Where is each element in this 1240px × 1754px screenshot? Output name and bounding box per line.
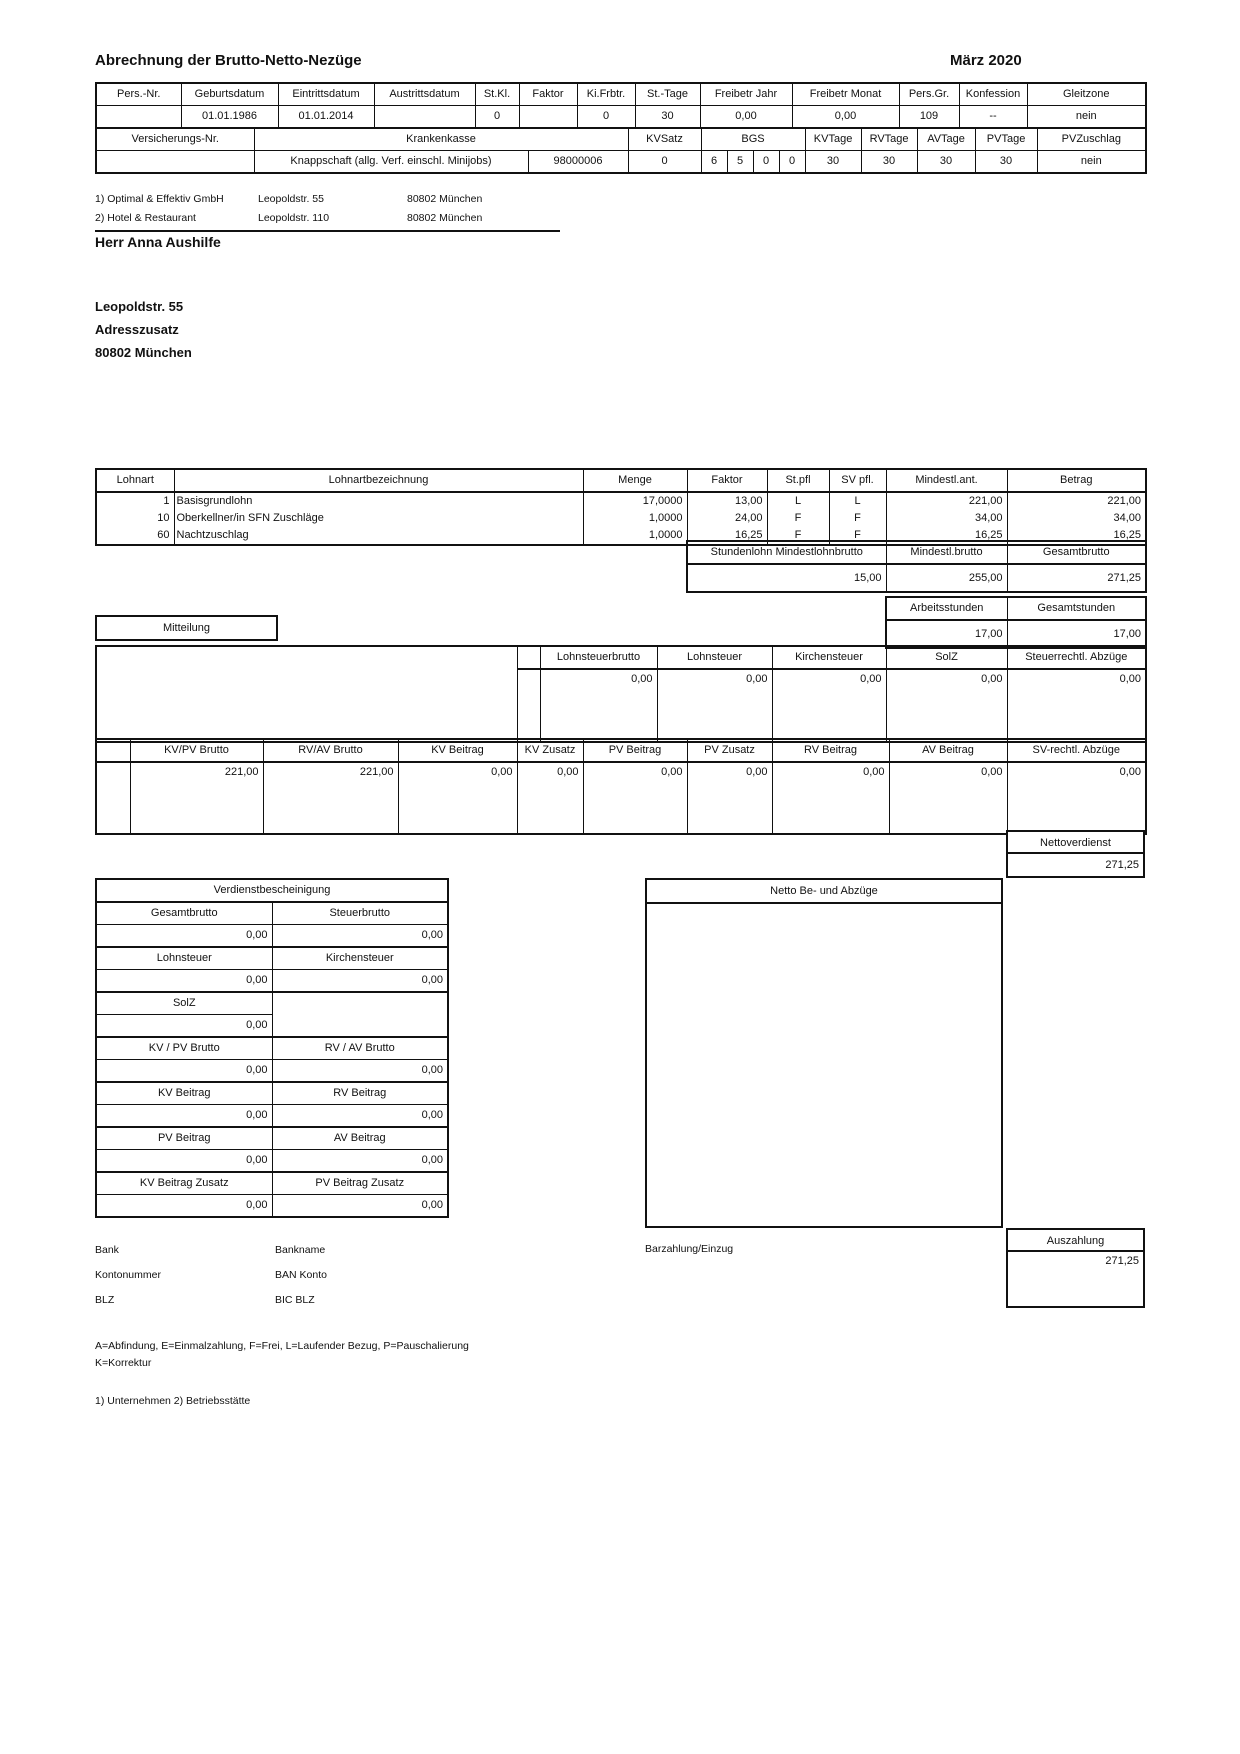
- wage-betrag-cell: [1007, 492, 1146, 545]
- barzahlung-label: Barzahlung/Einzug: [645, 1243, 734, 1255]
- val-kvtage: 30: [805, 151, 861, 174]
- val-kv-beitrag-zusatz: 0,00: [96, 1195, 272, 1218]
- wage-faktor: 16,25: [734, 529, 763, 541]
- sv-table: [95, 738, 1147, 835]
- val-pvtage: 30: [975, 151, 1037, 174]
- sv-header-row: [96, 739, 1146, 762]
- col-krankenkasse: Krankenkasse: [254, 128, 628, 151]
- col-kv-zusatz: KV Zusatz: [517, 739, 583, 762]
- val-pv-beitrag: 0,00: [96, 1150, 272, 1173]
- period-label: März 2020: [950, 52, 1022, 69]
- wage-mindest: 16,25: [974, 529, 1003, 541]
- val-gesamtbrutto: 271,25: [1007, 564, 1146, 592]
- personal-value-row: [96, 106, 1146, 129]
- recipient-address: [95, 295, 192, 364]
- bank-row: [95, 1238, 327, 1263]
- wage-faktor: 24,00: [734, 512, 763, 524]
- certificate-title: Verdienstbescheinigung: [96, 879, 448, 902]
- col-persgr: Pers.Gr.: [899, 83, 959, 106]
- val-av-beitrag: 0,00: [889, 762, 1007, 834]
- bic-blz-label: BIC BLZ: [275, 1294, 315, 1306]
- minwage-table: [686, 540, 1147, 593]
- insurance-header-row: [96, 128, 1146, 151]
- recipient-city: 80802 München: [95, 345, 192, 360]
- val-kirchensteuer: 0,00: [772, 669, 886, 742]
- bankname-label: Bankname: [275, 1244, 326, 1256]
- cert-value-row: [96, 970, 448, 993]
- val-rvtage: 30: [861, 151, 917, 174]
- col-kvtage: KVTage: [805, 128, 861, 151]
- col-pvtage: PVTage: [975, 128, 1037, 151]
- val-gesamtbrutto: 0,00: [96, 925, 272, 948]
- wage-stpfl: F: [794, 512, 802, 524]
- cert-header-row: [96, 902, 448, 925]
- val-sttage: 30: [635, 106, 700, 129]
- cert-header-row: [96, 947, 448, 970]
- sv-spacer-col: [96, 739, 130, 762]
- tax-note-area: [96, 646, 517, 742]
- col-arbeitsstunden: Arbeitsstunden: [886, 597, 1007, 620]
- wage-stpfl-cell: [767, 492, 829, 545]
- col-rv-beitrag: RV Beitrag: [272, 1082, 448, 1105]
- wage-menge: 1,0000: [648, 529, 683, 541]
- employer-name: 1) Optimal & Effektiv GmbH: [95, 193, 224, 205]
- col-lohnsteuer: Lohnsteuer: [657, 646, 772, 669]
- val-avtage: 30: [917, 151, 975, 174]
- val-pv-beitrag: 0,00: [583, 762, 687, 834]
- col-kv-pv-brutto: KV / PV Brutto: [96, 1037, 272, 1060]
- val-steuerrechtl-abzuege: 0,00: [1007, 669, 1146, 742]
- val-arbeitsstunden: 17,00: [886, 620, 1007, 648]
- val-solz: 0,00: [96, 1015, 272, 1038]
- wage-svpfl: F: [854, 529, 861, 541]
- val-sv-rechtl-abzuege: 0,00: [1007, 762, 1146, 834]
- employer-line-1: [95, 190, 560, 209]
- wage-body-row: [96, 492, 1146, 545]
- val-persgr: 109: [899, 106, 959, 129]
- nettoverdienst-value: 271,25: [1006, 852, 1145, 878]
- wage-svpfl-cell: [829, 492, 886, 545]
- ban-konto-label: BAN Konto: [275, 1269, 327, 1281]
- personal-data-table: [95, 82, 1147, 129]
- legend-line-2: K=Korrektur: [95, 1357, 152, 1369]
- wage-name-cell: [174, 492, 583, 545]
- wage-mindest-cell: [886, 492, 1007, 545]
- val-pers-nr: [96, 106, 181, 129]
- col-lohnsteuerbrutto: Lohnsteuerbrutto: [540, 646, 657, 669]
- col-rv-beitrag: RV Beitrag: [772, 739, 889, 762]
- val-eintrittsdatum: 01.01.2014: [278, 106, 374, 129]
- val-kv-pv-brutto: 0,00: [96, 1060, 272, 1083]
- val-faktor: [519, 106, 577, 129]
- col-pv-beitrag-zusatz: PV Beitrag Zusatz: [272, 1172, 448, 1195]
- tax-header-row: [96, 646, 1146, 669]
- wage-mindest: 221,00: [968, 495, 1003, 507]
- wage-betrag: 16,25: [1113, 529, 1141, 541]
- bank-block: [95, 1238, 327, 1313]
- wage-nr: 10: [157, 512, 170, 524]
- col-gesamtbrutto: Gesamtbrutto: [1007, 541, 1146, 564]
- netto-adjustments-box: [645, 878, 1003, 1228]
- cert-header-row: [96, 992, 448, 1015]
- val-geburtsdatum: 01.01.1986: [181, 106, 278, 129]
- val-lohnsteuer: 0,00: [657, 669, 772, 742]
- col-faktor: Faktor: [687, 469, 767, 492]
- col-sttage: St.-Tage: [635, 83, 700, 106]
- legend-line-1: A=Abfindung, E=Einmalzahlung, F=Frei, L=Laufender Bezug, P=Pauschalierung: [95, 1340, 469, 1352]
- wage-nr-cell: [96, 492, 174, 545]
- bank-row: [95, 1263, 327, 1288]
- col-lohnartbezeichnung: Lohnartbezeichnung: [174, 469, 583, 492]
- col-kirchensteuer: Kirchensteuer: [772, 646, 886, 669]
- wage-name: Nachtzuschlag: [176, 529, 249, 541]
- wage-svpfl: F: [854, 512, 861, 524]
- minwage-header-row: [687, 541, 1146, 564]
- wage-items-table: [95, 468, 1147, 546]
- minwage-value-row: [687, 564, 1146, 592]
- col-stundenlohn-mindestlohnbrutto: Stundenlohn Mindestlohnbrutto: [687, 541, 886, 564]
- auszahlung-header: Auszahlung: [1006, 1228, 1145, 1252]
- col-steuerrechtl-abzuege: Steuerrechtl. Abzüge: [1007, 646, 1146, 669]
- col-svpfl: SV pfl.: [829, 469, 886, 492]
- val-pvzuschlag: nein: [1037, 151, 1146, 174]
- wage-stpfl: F: [794, 529, 802, 541]
- val-kvsatz: 0: [628, 151, 701, 174]
- col-gesamtbrutto: Gesamtbrutto: [96, 902, 272, 925]
- employer-line-2: [95, 209, 560, 228]
- val-rv-av-brutto: 221,00: [263, 762, 398, 834]
- recipient-name: Herr Anna Aushilfe: [95, 234, 221, 250]
- cert-header-row: [96, 1127, 448, 1150]
- val-kv-beitrag: 0,00: [398, 762, 517, 834]
- col-mindestlant: Mindestl.ant.: [886, 469, 1007, 492]
- hours-header-row: [886, 597, 1146, 620]
- col-kv-pv-brutto: KV/PV Brutto: [130, 739, 263, 762]
- tax-spacer-col: [517, 646, 540, 669]
- nettoverdienst-header: Nettoverdienst: [1006, 830, 1145, 854]
- col-rv-av-brutto: RV / AV Brutto: [272, 1037, 448, 1060]
- wage-nr: 1: [163, 495, 170, 507]
- employer-block: [95, 190, 560, 232]
- col-steuerbrutto: Steuerbrutto: [272, 902, 448, 925]
- netto-adjustments-title: Netto Be- und Abzüge: [647, 880, 1001, 904]
- val-kifrbtr: 0: [577, 106, 635, 129]
- wage-mindest: 34,00: [974, 512, 1003, 524]
- val-lohnsteuer: 0,00: [96, 970, 272, 993]
- employer-street: Leopoldstr. 55: [258, 193, 324, 205]
- val-gleitzone: nein: [1027, 106, 1146, 129]
- col-freibetr-monat: Freibetr Monat: [792, 83, 899, 106]
- val-austrittsdatum: [374, 106, 475, 129]
- auszahlung-value: 271,25: [1105, 1255, 1139, 1267]
- cert-header-row: [96, 1082, 448, 1105]
- col-solz: SolZ: [886, 646, 1007, 669]
- col-pers-nr: Pers.-Nr.: [96, 83, 181, 106]
- wage-betrag: 221,00: [1107, 495, 1141, 507]
- val-versicherungs-nr: [96, 151, 254, 174]
- val-krankenkasse-name: Knappschaft (allg. Verf. einschl. Minijobs): [254, 151, 528, 174]
- val-bgs-4: 0: [779, 151, 805, 174]
- col-kv-beitrag: KV Beitrag: [96, 1082, 272, 1105]
- legend-block: [95, 1338, 469, 1372]
- wage-stpfl: L: [794, 495, 802, 507]
- col-pvzuschlag: PVZuschlag: [1037, 128, 1146, 151]
- col-kvsatz: KVSatz: [628, 128, 701, 151]
- recipient-address-extra: Adresszusatz: [95, 322, 179, 337]
- val-konfession: --: [959, 106, 1027, 129]
- mitteilung-box: Mitteilung: [95, 615, 278, 641]
- col-menge: Menge: [583, 469, 687, 492]
- sv-value-row: [96, 762, 1146, 834]
- bank-row: [95, 1288, 327, 1313]
- val-pv-zusatz: 0,00: [687, 762, 772, 834]
- col-versicherungs-nr: Versicherungs-Nr.: [96, 128, 254, 151]
- wage-nr: 60: [157, 529, 170, 541]
- hours-value-row: [886, 620, 1146, 648]
- col-gleitzone: Gleitzone: [1027, 83, 1146, 106]
- col-konfession: Konfession: [959, 83, 1027, 106]
- cert-value-row: [96, 1195, 448, 1218]
- bank-label: Bank: [95, 1244, 119, 1256]
- col-av-beitrag: AV Beitrag: [889, 739, 1007, 762]
- col-sv-rechtl-abzuege: SV-rechtl. Abzüge: [1007, 739, 1146, 762]
- col-rv-av-brutto: RV/AV Brutto: [263, 739, 398, 762]
- col-stpfl: St.pfl: [767, 469, 829, 492]
- col-pv-zusatz: PV Zusatz: [687, 739, 772, 762]
- employer-street: Leopoldstr. 110: [258, 212, 330, 224]
- tax-spacer-cell: [517, 669, 540, 742]
- col-lohnsteuer: Lohnsteuer: [96, 947, 272, 970]
- col-solz: SolZ: [96, 992, 272, 1015]
- employer-city: 80802 München: [407, 212, 483, 224]
- col-bgs: BGS: [701, 128, 805, 151]
- company-footnote: 1) Unternehmen 2) Betriebsstätte: [95, 1395, 251, 1407]
- val-av-beitrag: 0,00: [272, 1150, 448, 1173]
- cert-value-row: [96, 925, 448, 948]
- val-gesamtstunden: 17,00: [1007, 620, 1146, 648]
- wage-faktor: 13,00: [734, 495, 763, 507]
- cert-value-row: [96, 1150, 448, 1173]
- wage-menge-cell: [583, 492, 687, 545]
- cert-value-row: [96, 1105, 448, 1128]
- val-kv-beitrag: 0,00: [96, 1105, 272, 1128]
- col-freibetr-jahr: Freibetr Jahr: [700, 83, 792, 106]
- sv-spacer-cell: [96, 762, 130, 834]
- col-betrag: Betrag: [1007, 469, 1146, 492]
- val-freibetr-jahr: 0,00: [700, 106, 792, 129]
- page-title: Abrechnung der Brutto-Netto-Nezüge: [95, 52, 362, 69]
- col-kv-beitrag: KV Beitrag: [398, 739, 517, 762]
- recipient-street: Leopoldstr. 55: [95, 299, 184, 314]
- wage-name: Oberkellner/in SFN Zuschläge: [176, 512, 324, 524]
- col-pv-beitrag: PV Beitrag: [96, 1127, 272, 1150]
- hours-table: [885, 596, 1147, 649]
- col-kirchensteuer: Kirchensteuer: [272, 947, 448, 970]
- col-av-beitrag: AV Beitrag: [272, 1127, 448, 1150]
- val-rv-beitrag: 0,00: [772, 762, 889, 834]
- col-kifrbtr: Ki.Frbtr.: [577, 83, 635, 106]
- cert-solz-empty: [272, 992, 448, 1037]
- val-lohnsteuerbrutto: 0,00: [540, 669, 657, 742]
- val-rv-av-brutto: 0,00: [272, 1060, 448, 1083]
- col-rvtage: RVTage: [861, 128, 917, 151]
- val-pv-beitrag-zusatz: 0,00: [272, 1195, 448, 1218]
- val-bgs-2: 5: [727, 151, 753, 174]
- certificate-table: [95, 878, 449, 1218]
- auszahlung-value-box: [1006, 1250, 1145, 1308]
- col-austrittsdatum: Austrittsdatum: [374, 83, 475, 106]
- wage-header-row: [96, 469, 1146, 492]
- val-bgs-1: 6: [701, 151, 727, 174]
- wage-name: Basisgrundlohn: [176, 495, 253, 507]
- val-mindestl-brutto: 255,00: [886, 564, 1007, 592]
- col-pv-beitrag: PV Beitrag: [583, 739, 687, 762]
- val-freibetr-monat: 0,00: [792, 106, 899, 129]
- col-kv-beitrag-zusatz: KV Beitrag Zusatz: [96, 1172, 272, 1195]
- col-gesamtstunden: Gesamtstunden: [1007, 597, 1146, 620]
- insurance-value-row: [96, 151, 1146, 174]
- val-stkl: 0: [475, 106, 519, 129]
- tax-table: [95, 645, 1147, 743]
- cert-value-row: [96, 1060, 448, 1083]
- wage-menge: 17,0000: [642, 495, 683, 507]
- val-bgs-3: 0: [753, 151, 779, 174]
- val-steuerbrutto: 0,00: [272, 925, 448, 948]
- col-mindestl-brutto: Mindestl.brutto: [886, 541, 1007, 564]
- val-kirchensteuer: 0,00: [272, 970, 448, 993]
- wage-betrag: 34,00: [1113, 512, 1141, 524]
- val-krankenkasse-nr: 98000006: [528, 151, 628, 174]
- col-stkl: St.Kl.: [475, 83, 519, 106]
- val-kv-zusatz: 0,00: [517, 762, 583, 834]
- blz-label: BLZ: [95, 1294, 115, 1306]
- col-faktor: Faktor: [519, 83, 577, 106]
- col-lohnart: Lohnart: [96, 469, 174, 492]
- wage-menge: 1,0000: [648, 512, 683, 524]
- cert-header-row: [96, 1172, 448, 1195]
- wage-faktor-cell: [687, 492, 767, 545]
- col-eintrittsdatum: Eintrittsdatum: [278, 83, 374, 106]
- val-stundenlohn: 15,00: [687, 564, 886, 592]
- val-kv-pv-brutto: 221,00: [130, 762, 263, 834]
- employer-name: 2) Hotel & Restaurant: [95, 212, 196, 224]
- wage-svpfl: L: [854, 495, 861, 507]
- certificate-title-row: [96, 879, 448, 902]
- insurance-data-table: [95, 127, 1147, 174]
- val-solz: 0,00: [886, 669, 1007, 742]
- val-rv-beitrag: 0,00: [272, 1105, 448, 1128]
- col-avtage: AVTage: [917, 128, 975, 151]
- cert-header-row: [96, 1037, 448, 1060]
- employer-city: 80802 München: [407, 193, 483, 205]
- personal-header-row: [96, 83, 1146, 106]
- col-geburtsdatum: Geburtsdatum: [181, 83, 278, 106]
- kontonummer-label: Kontonummer: [95, 1269, 161, 1281]
